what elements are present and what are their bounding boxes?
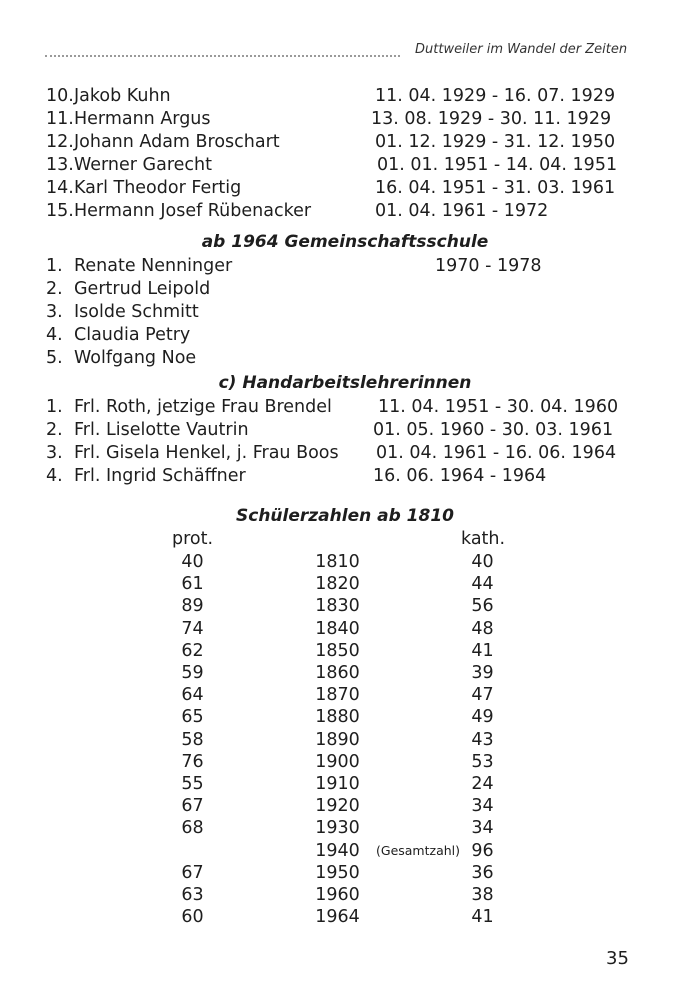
year: 1930 <box>315 818 360 839</box>
teacher-name: Wolfgang Noe <box>74 348 197 368</box>
year: 1840 <box>315 618 360 639</box>
teacher-dates: 01. 05. 1960 - 30. 03. 1961 <box>373 420 614 440</box>
kath-count: 53 <box>471 751 494 772</box>
item-number: 4. <box>46 466 63 486</box>
teacher-name: Werner Garecht <box>74 155 212 175</box>
teacher-name: Frl. Ingrid Schäffner <box>74 466 246 486</box>
teacher-name: Isolde Schmitt <box>74 302 199 322</box>
table-row <box>0 573 690 595</box>
table-row <box>0 551 690 573</box>
year: 1940 <box>315 840 360 861</box>
list-item <box>46 347 646 370</box>
item-number: 3. <box>46 443 63 463</box>
kath-count: 38 <box>471 885 494 905</box>
teacher-dates: 01. 04. 1961 - 1972 <box>375 201 549 221</box>
year: 1890 <box>315 729 360 750</box>
list-item <box>46 131 646 154</box>
item-number: 1. <box>46 397 63 417</box>
prot-count: 59 <box>181 663 204 683</box>
item-number: 12. <box>46 132 74 152</box>
table-row <box>0 906 690 928</box>
teacher-name: Renate Nenninger <box>74 256 233 276</box>
section-heading-handarbeitslehrerinnen: c) Handarbeitslehrerinnen <box>218 373 472 393</box>
header-rule <box>45 55 400 57</box>
item-number: 5. <box>46 348 63 368</box>
running-header: Duttweiler im Wandel der Zeiten <box>415 42 628 57</box>
kath-count: 47 <box>471 685 494 706</box>
list-item <box>46 396 646 419</box>
teacher-name: Hermann Argus <box>74 109 211 129</box>
kath-count: 56 <box>471 596 494 617</box>
item-number: 14. <box>46 178 74 198</box>
teacher-name: Hermann Josef Rübenacker <box>74 201 312 221</box>
teacher-name: Jakob Kuhn <box>74 86 171 106</box>
list-item <box>46 108 646 131</box>
list-item <box>46 442 646 465</box>
list-item <box>46 419 646 442</box>
list-item <box>46 301 646 324</box>
kath-count: 41 <box>471 907 494 928</box>
prot-count: 61 <box>181 574 204 595</box>
table-row <box>0 884 690 906</box>
prot-count: 62 <box>181 640 204 661</box>
table-row <box>0 729 690 751</box>
prot-count: 55 <box>181 774 204 794</box>
kath-count: 96 <box>471 840 494 861</box>
table-row <box>0 595 690 617</box>
list-item <box>46 177 646 200</box>
list-item <box>46 154 646 177</box>
teacher-dates: 01. 12. 1929 - 31. 12. 1950 <box>375 132 616 152</box>
teacher-name: Gertrud Leipold <box>74 279 211 299</box>
item-number: 11. <box>46 109 74 129</box>
list-item <box>46 85 646 108</box>
teacher-dates: 16. 06. 1964 - 1964 <box>373 466 547 486</box>
prot-count: 65 <box>181 707 204 728</box>
year: 1830 <box>315 596 360 617</box>
table-row <box>0 618 690 640</box>
list-item <box>46 324 646 347</box>
prot-count: 76 <box>181 751 204 772</box>
year: 1960 <box>315 885 360 905</box>
prot-count: 40 <box>181 552 204 572</box>
teacher-name: Johann Adam Broschart <box>74 132 280 152</box>
teacher-name: Frl. Roth, jetzige Frau Brendel <box>74 397 332 417</box>
kath-count: 48 <box>471 618 494 639</box>
year: 1860 <box>315 663 360 683</box>
year: 1820 <box>315 574 360 595</box>
section-heading-gemeinschaftsschule: ab 1964 Gemeinschaftsschule <box>201 232 489 252</box>
teacher-name: Frl. Liselotte Vautrin <box>74 420 249 440</box>
column-header-prot: prot. <box>172 529 214 549</box>
list-item <box>46 200 646 223</box>
item-number: 2. <box>46 420 63 440</box>
item-number: 15. <box>46 201 74 221</box>
list-item <box>46 255 646 278</box>
year: 1920 <box>315 796 360 817</box>
table-row <box>0 684 690 706</box>
total-note: (Gesamtzahl) <box>376 842 460 858</box>
table-row <box>0 773 690 795</box>
teacher-dates: 01. 04. 1961 - 16. 06. 1964 <box>376 443 617 463</box>
prot-count: 89 <box>181 596 204 617</box>
table-row <box>0 751 690 773</box>
prot-count: 58 <box>181 729 204 750</box>
prot-count: 68 <box>181 818 204 839</box>
list-item <box>46 278 646 301</box>
table-row <box>0 706 690 728</box>
prot-count: 63 <box>181 885 204 905</box>
kath-count: 39 <box>471 663 494 683</box>
kath-count: 34 <box>471 796 494 817</box>
kath-count: 43 <box>471 729 494 750</box>
kath-count: 34 <box>471 818 494 839</box>
prot-count: 67 <box>181 796 204 817</box>
table-row <box>0 840 690 862</box>
item-number: 2. <box>46 279 63 299</box>
table-row <box>0 795 690 817</box>
kath-count: 24 <box>471 774 494 794</box>
section-heading-schuelerzahlen: Schülerzahlen ab 1810 <box>236 506 454 526</box>
teacher-dates: 1970 - 1978 <box>435 256 542 276</box>
table-row <box>0 817 690 839</box>
prot-count: 74 <box>181 618 204 639</box>
year: 1880 <box>315 707 360 728</box>
teacher-name: Frl. Gisela Henkel, j. Frau Boos <box>74 443 339 463</box>
table-row <box>0 662 690 684</box>
item-number: 10. <box>46 86 74 106</box>
teacher-dates: 13. 08. 1929 - 30. 11. 1929 <box>371 109 612 129</box>
item-number: 3. <box>46 302 63 322</box>
prot-count: 67 <box>181 862 204 883</box>
prot-count: 64 <box>181 685 204 706</box>
kath-count: 36 <box>471 862 494 883</box>
teacher-dates: 11. 04. 1951 - 30. 04. 1960 <box>378 397 619 417</box>
item-number: 13. <box>46 155 74 175</box>
kath-count: 40 <box>471 552 494 572</box>
teacher-dates: 01. 01. 1951 - 14. 04. 1951 <box>377 155 618 175</box>
year: 1900 <box>315 751 360 772</box>
teacher-name: Karl Theodor Fertig <box>74 178 242 198</box>
table-row <box>0 862 690 884</box>
teacher-name: Claudia Petry <box>74 325 191 345</box>
year: 1950 <box>315 862 360 883</box>
teacher-dates: 16. 04. 1951 - 31. 03. 1961 <box>375 178 616 198</box>
item-number: 4. <box>46 325 63 345</box>
year: 1850 <box>315 640 360 661</box>
column-header-kath: kath. <box>461 529 506 549</box>
kath-count: 44 <box>471 574 494 595</box>
kath-count: 41 <box>471 640 494 661</box>
teacher-dates: 11. 04. 1929 - 16. 07. 1929 <box>375 86 616 106</box>
year: 1910 <box>315 774 360 794</box>
year: 1810 <box>315 552 360 572</box>
table-row <box>0 640 690 662</box>
page-number: 35 <box>606 948 629 969</box>
year: 1870 <box>315 685 360 706</box>
prot-count: 60 <box>181 907 204 928</box>
year: 1964 <box>315 907 360 928</box>
list-item <box>46 465 646 488</box>
item-number: 1. <box>46 256 63 276</box>
kath-count: 49 <box>471 707 494 728</box>
